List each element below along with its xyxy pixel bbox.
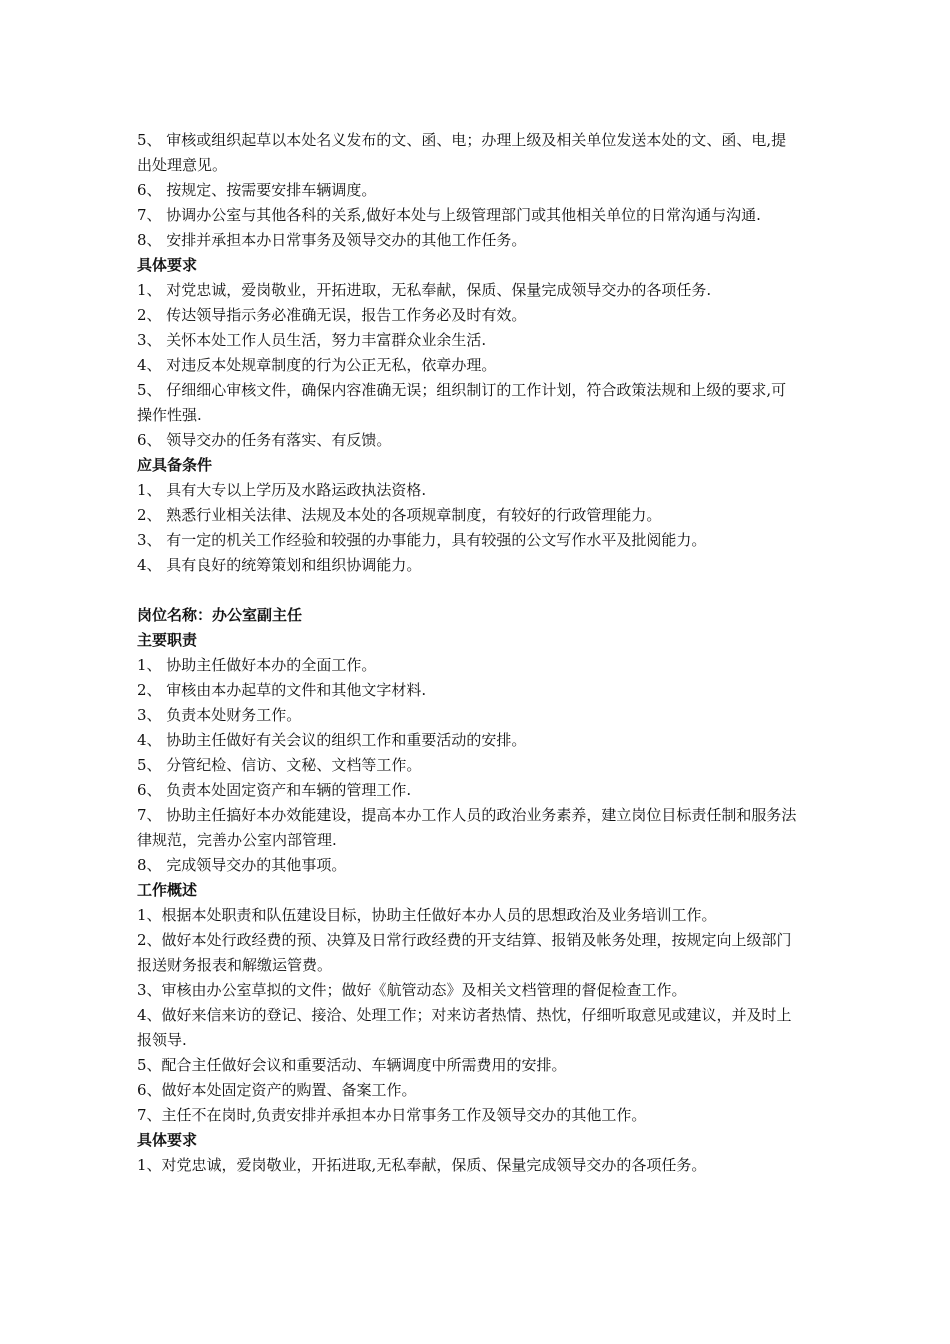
section-heading-overview: 工作概述 xyxy=(137,881,198,899)
list-item: 2、 熟悉行业相关法律、法规及本处的各项规章制度，有较好的行政管理能力。 xyxy=(137,506,662,524)
list-item: 8、 完成领导交办的其他事项。 xyxy=(137,856,347,874)
list-item: 6、 领导交办的任务有落实、有反馈。 xyxy=(137,431,392,449)
list-item: 4、 协助主任做好有关会议的组织工作和重要活动的安排。 xyxy=(137,731,527,749)
list-item: 5、配合主任做好会议和重要活动、车辆调度中所需费用的安排。 xyxy=(137,1056,567,1074)
section-heading-specific-requirements: 具体要求 xyxy=(137,1131,198,1149)
list-item: 3、审核由办公室草拟的文件；做好《航管动态》及相关文档管理的督促检查工作。 xyxy=(137,981,687,999)
list-item: 5、 仔细细心审核文件，确保内容准确无误；组织制订的工作计划，符合政策法规和上级的要求,可操作性强. xyxy=(137,381,787,424)
document-page xyxy=(137,128,797,1178)
list-item: 6、 按规定、按需要安排车辆调度。 xyxy=(137,181,377,199)
list-item: 4、 具有良好的统筹策划和组织协调能力。 xyxy=(137,556,422,574)
list-item: 1、对党忠诚，爱岗敬业，开拓进取,无私奉献，保质、保量完成领导交办的各项任务。 xyxy=(137,1156,707,1174)
list-item: 7、 协调办公室与其他各科的关系,做好本处与上级管理部门或其他相关单位的日常沟通与沟通. xyxy=(137,206,761,224)
list-item: 2、做好本处行政经费的预、决算及日常行政经费的开支结算、报销及帐务处理，按规定向上级部门报送财务报表和解缴运管费。 xyxy=(137,931,792,974)
list-item: 3、 关怀本处工作人员生活，努力丰富群众业余生活. xyxy=(137,331,487,349)
section-heading-qualifications: 应具备条件 xyxy=(137,456,213,474)
list-item: 3、 负责本处财务工作。 xyxy=(137,706,302,724)
list-item: 5、 分管纪检、信访、文秘、文档等工作。 xyxy=(137,756,422,774)
list-item: 4、 对违反本处规章制度的行为公正无私，依章办理。 xyxy=(137,356,497,374)
list-item: 7、 协助主任搞好本办效能建设，提高本办工作人员的政治业务素养，建立岗位目标责任制和服务法律规范，完善办公室内部管理. xyxy=(137,806,797,849)
position-title: 岗位名称：办公室副主任 xyxy=(137,606,303,624)
list-item: 1、 协助主任做好本办的全面工作。 xyxy=(137,656,377,674)
list-item: 1、根据本处职责和队伍建设目标，协助主任做好本办人员的思想政治及业务培训工作。 xyxy=(137,906,717,924)
section-heading-duties: 主要职责 xyxy=(137,631,198,649)
list-item: 5、 审核或组织起草以本处名义发布的文、函、电；办理上级及相关单位发送本处的文、函、电,提出处理意见。 xyxy=(137,131,787,174)
list-item: 8、 安排并承担本办日常事务及领导交办的其他工作任务。 xyxy=(137,231,527,249)
list-item: 6、做好本处固定资产的购置、备案工作。 xyxy=(137,1081,417,1099)
section-heading-requirements: 具体要求 xyxy=(137,256,198,274)
list-item: 7、主任不在岗时,负责安排并承担本办日常事务工作及领导交办的其他工作。 xyxy=(137,1106,647,1124)
list-item: 4、做好来信来访的登记、接洽、处理工作；对来访者热情、热忱，仔细听取意见或建议，并及时上报领导. xyxy=(137,1006,792,1049)
list-item: 6、 负责本处固定资产和车辆的管理工作. xyxy=(137,781,412,799)
list-item: 2、 传达领导指示务必准确无误，报告工作务必及时有效。 xyxy=(137,306,527,324)
list-item: 1、 具有大专以上学历及水路运政执法资格. xyxy=(137,481,427,499)
list-item: 3、 有一定的机关工作经验和较强的办事能力，具有较强的公文写作水平及批阅能力。 xyxy=(137,531,707,549)
list-item: 2、 审核由本办起草的文件和其他文字材料. xyxy=(137,681,427,699)
blank-line xyxy=(137,578,797,603)
list-item: 1、 对党忠诚，爱岗敬业，开拓进取，无私奉献，保质、保量完成领导交办的各项任务. xyxy=(137,281,712,299)
